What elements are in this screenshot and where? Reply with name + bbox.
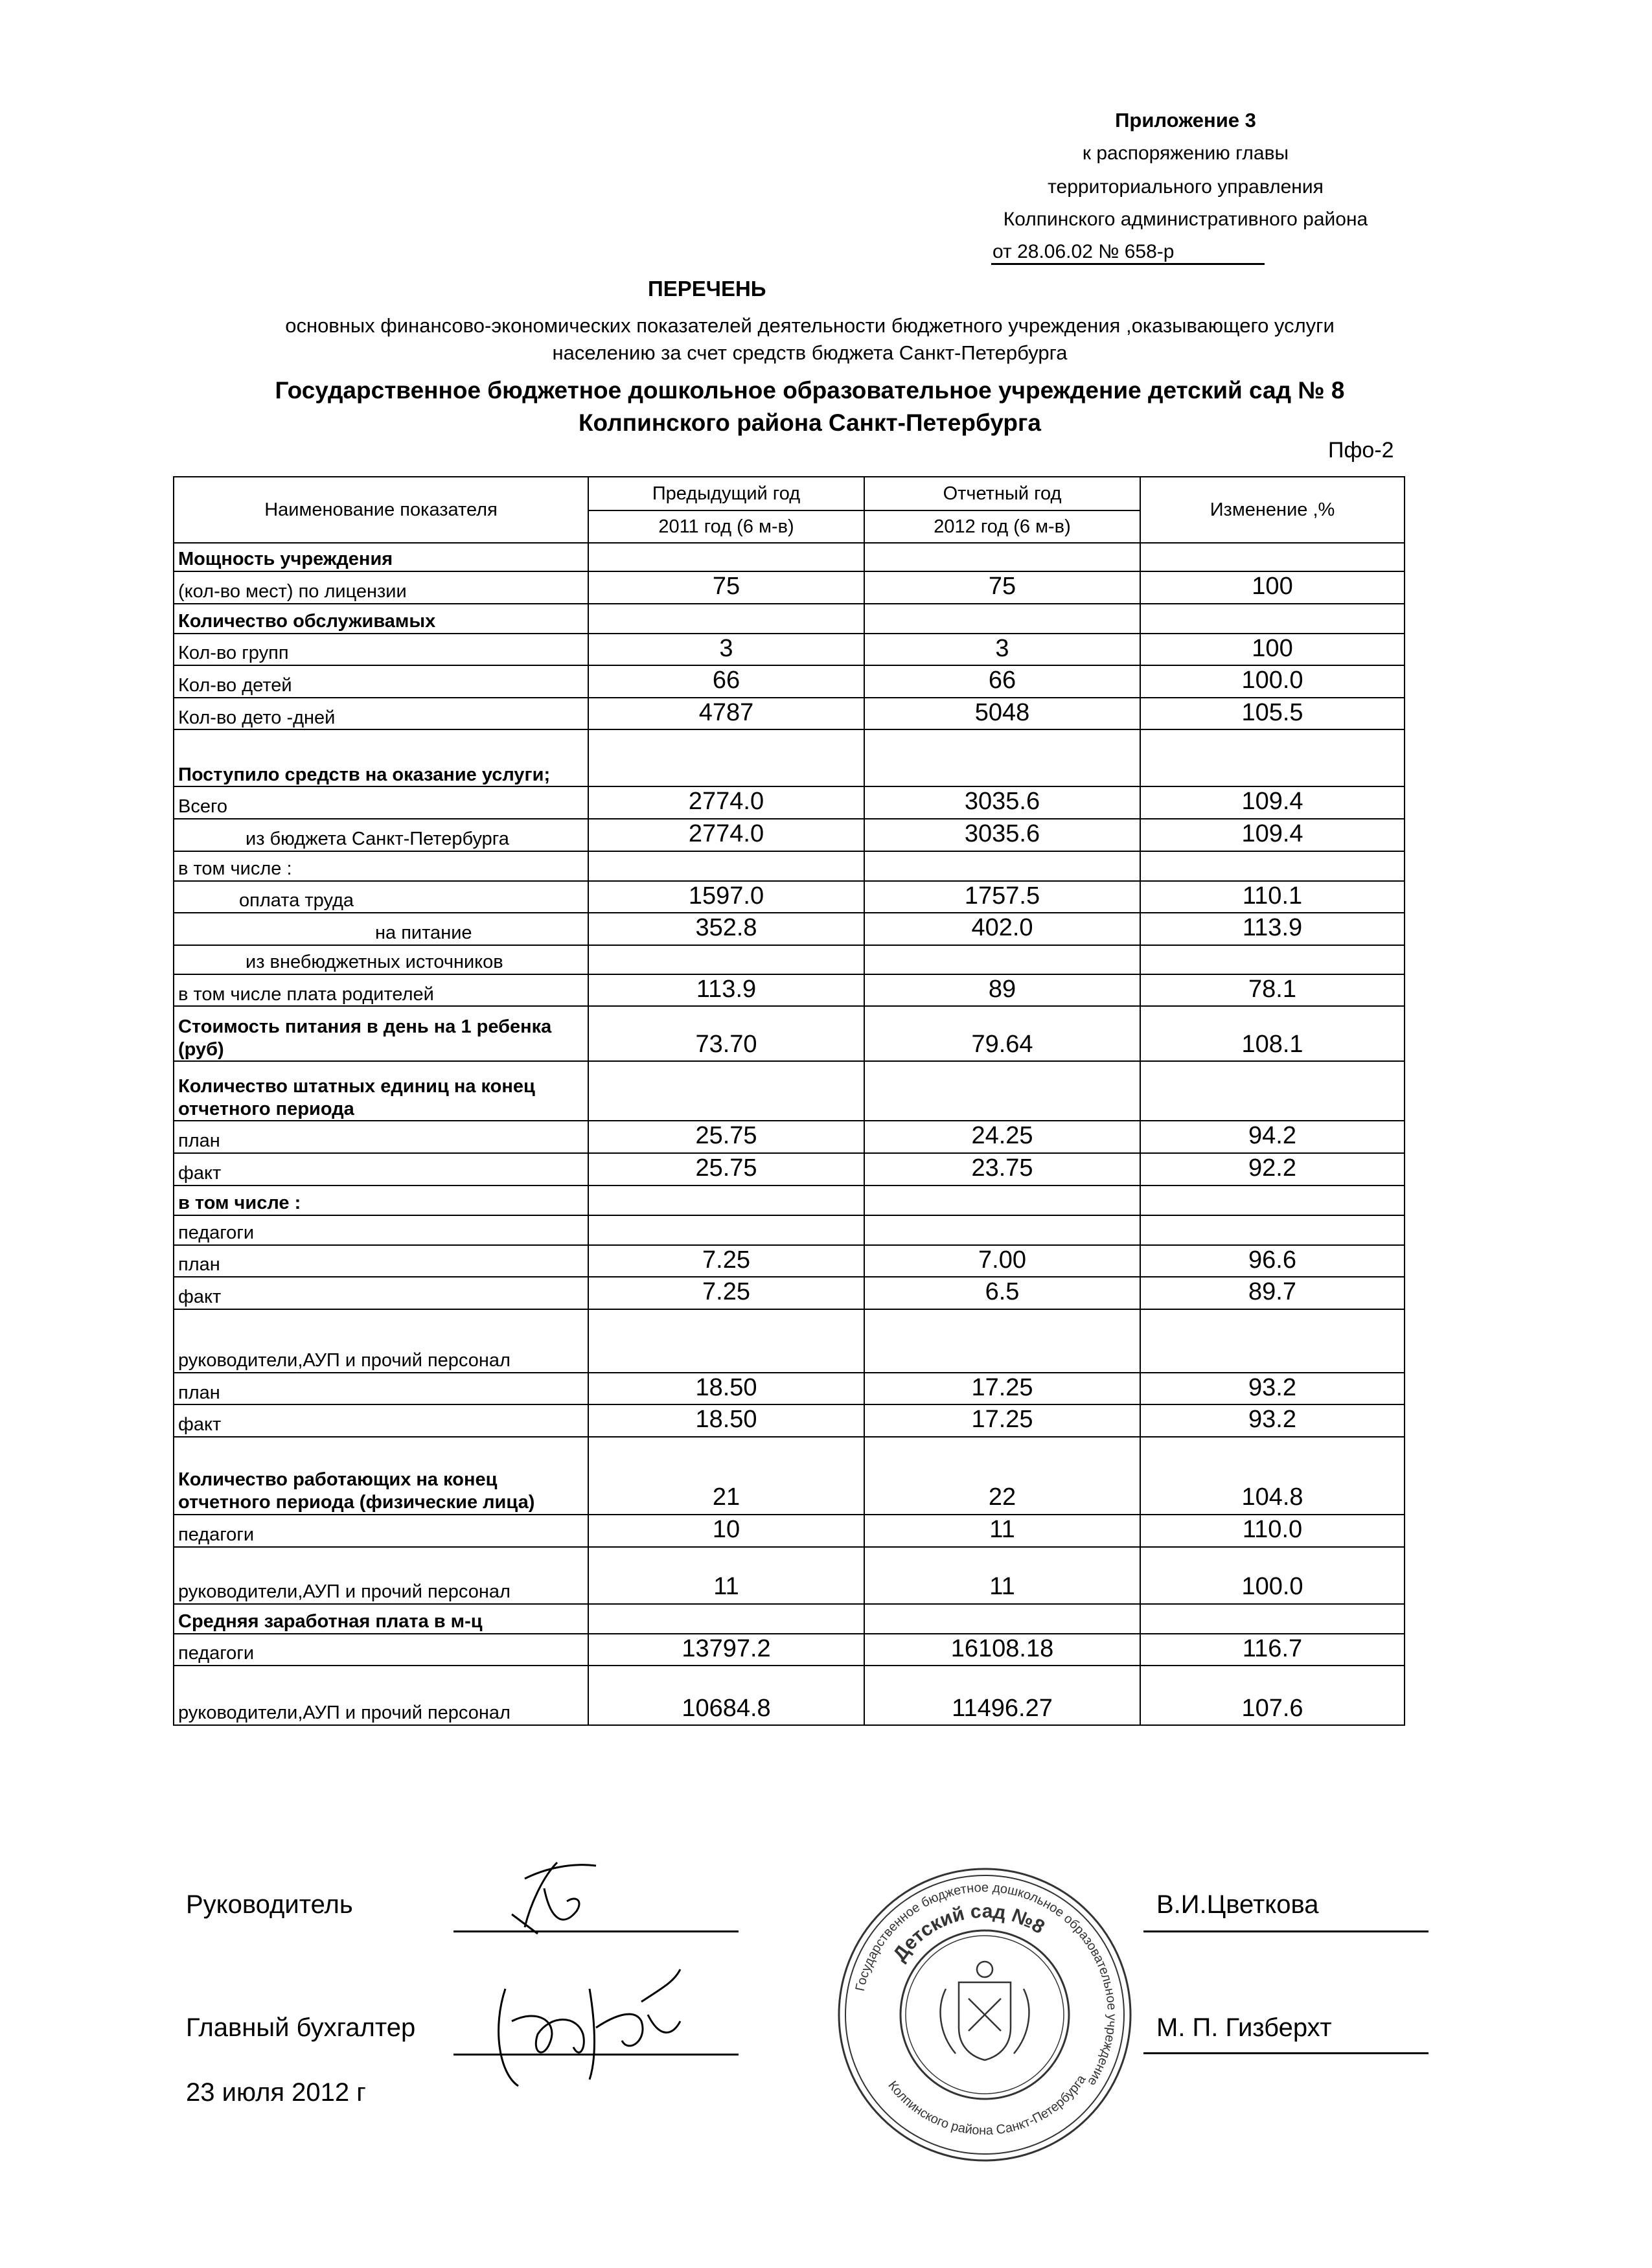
svg-text:Колпинского района Санкт-Петер [885,2072,1089,2138]
table-row [174,1309,1405,1373]
annex-title: Приложение 3 [1115,109,1256,132]
row-label: Стоимость питания в день на 1 ребенка (руб) [174,1006,588,1061]
head-signature [486,1850,615,1947]
row-value-prev: 13797.2 [588,1634,864,1666]
row-label: Кол-во детей [174,665,588,698]
row-value-change: 93.2 [1140,1404,1405,1437]
row-value-change [1140,1186,1405,1215]
row-label: Кол-во групп [174,634,588,666]
row-value-change: 116.7 [1140,1634,1405,1666]
row-label: факт [174,1153,588,1186]
row-value-change: 78.1 [1140,974,1405,1007]
row-value-change: 100 [1140,634,1405,666]
table-row [174,945,1405,974]
accountant-name: М. П. Гизберхт [1156,2013,1332,2042]
table-row [174,913,1405,945]
row-value-curr: 16108.18 [864,1634,1140,1666]
row-label: план [174,1245,588,1277]
header-reporting-period: 2012 год (6 м-в) [864,510,1140,543]
row-label: на питание [174,913,588,945]
row-value-change [1140,1215,1405,1245]
row-value-change: 96.6 [1140,1245,1405,1277]
row-label: план [174,1373,588,1405]
row-value-change [1140,1604,1405,1634]
row-value-prev: 73.70 [588,1006,864,1061]
row-label: из бюджета Санкт-Петербурга [174,819,588,851]
row-value-curr: 89 [864,974,1140,1007]
row-value-curr: 11 [864,1515,1140,1547]
row-value-prev: 75 [588,571,864,604]
table-row [174,786,1405,819]
row-label: педагоги [174,1215,588,1245]
row-value-curr: 17.25 [864,1404,1140,1437]
row-value-prev: 25.75 [588,1121,864,1153]
row-value-prev: 352.8 [588,913,864,945]
row-label: (кол-во мест) по лицензии [174,571,588,604]
row-value-curr [864,604,1140,634]
row-value-curr: 3035.6 [864,819,1140,851]
row-value-prev: 7.25 [588,1245,864,1277]
row-value-curr: 6.5 [864,1277,1140,1309]
table-row [174,1245,1405,1277]
row-value-prev: 2774.0 [588,819,864,851]
row-label: план [174,1121,588,1153]
annex-date-number: от 28.06.02 № 658-р [991,241,1265,265]
row-value-prev: 7.25 [588,1277,864,1309]
row-value-change [1140,945,1405,974]
stamp-ring-text: Государственное бюджетное дошкольное образовательное учреждение [853,1880,1119,2089]
row-value-change: 94.2 [1140,1121,1405,1153]
row-value-curr: 11 [864,1547,1140,1604]
row-value-curr [864,1215,1140,1245]
row-value-prev: 66 [588,665,864,698]
row-value-prev [588,1215,864,1245]
annex-line-1: к распоряжению главы [1082,143,1289,164]
row-value-curr [864,1604,1140,1634]
row-value-prev [588,945,864,974]
row-value-change: 100.0 [1140,1547,1405,1604]
row-value-curr [864,851,1140,881]
document-subtitle-1: основных финансово-экономических показателей деятельности бюджетного учреждения ,оказывающего услуги [285,314,1335,337]
table-row [174,698,1405,730]
table-row [174,819,1405,851]
row-label: Мощность учреждения [174,543,588,571]
row-value-curr: 66 [864,665,1140,698]
form-code: Пфо-2 [1328,438,1394,463]
stamp-bottom-text: Колпинского района Санкт-Петербурга [885,2072,1089,2138]
row-value-curr: 3035.6 [864,786,1140,819]
head-name-line [1143,1930,1428,1932]
table-row [174,881,1405,913]
row-value-curr [864,543,1140,571]
row-value-prev: 10 [588,1515,864,1547]
row-value-prev [588,1186,864,1215]
row-value-prev [588,543,864,571]
row-label: педагоги [174,1634,588,1666]
row-label: в том числе : [174,851,588,881]
row-value-prev [588,1604,864,1634]
row-value-curr: 24.25 [864,1121,1140,1153]
table-row [174,1061,1405,1121]
row-value-change [1140,851,1405,881]
accountant-name-line [1143,2052,1428,2054]
table-row [174,1006,1405,1061]
row-label: руководители,АУП и прочий персонал [174,1666,588,1725]
accountant-label: Главный бухгалтер [186,2013,416,2042]
row-value-prev [588,1309,864,1373]
row-value-change: 104.8 [1140,1437,1405,1515]
row-value-change: 89.7 [1140,1277,1405,1309]
row-value-change: 107.6 [1140,1666,1405,1725]
row-value-prev: 10684.8 [588,1666,864,1725]
row-label: Всего [174,786,588,819]
row-value-curr: 7.00 [864,1245,1140,1277]
row-value-change: 100.0 [1140,665,1405,698]
row-label: Кол-во дето -дней [174,698,588,730]
row-value-prev: 1597.0 [588,881,864,913]
row-value-curr: 3 [864,634,1140,666]
row-value-change: 100 [1140,571,1405,604]
row-value-prev: 21 [588,1437,864,1515]
row-label: педагоги [174,1515,588,1547]
row-value-curr [864,1186,1140,1215]
coat-of-arms-icon [941,1962,1029,2060]
row-label: факт [174,1404,588,1437]
header-change-percent: Изменение ,% [1140,477,1405,543]
table-row [174,604,1405,634]
row-value-curr: 79.64 [864,1006,1140,1061]
table-row [174,1547,1405,1604]
row-value-curr [864,1309,1140,1373]
row-value-curr [864,1061,1140,1121]
header-indicator-name: Наименование показателя [174,477,588,543]
header-previous-period: 2011 год (6 м-в) [588,510,864,543]
row-value-change [1140,1061,1405,1121]
table-row [174,1153,1405,1186]
organization-name-2: Колпинского района Санкт-Петербурга [578,409,1042,436]
row-value-change: 113.9 [1140,913,1405,945]
table-row [174,1215,1405,1245]
table-row [174,1666,1405,1725]
row-value-change: 109.4 [1140,819,1405,851]
header-previous-year: Предыдущий год [588,477,864,510]
head-name: В.И.Цветкова [1156,1890,1319,1919]
table-row [174,729,1405,786]
row-value-curr: 11496.27 [864,1666,1140,1725]
row-label: из внебюджетных источников [174,945,588,974]
row-value-change: 110.1 [1140,881,1405,913]
row-value-change [1140,604,1405,634]
head-label: Руководитель [186,1890,353,1919]
annex-line-2: территориального управления [1048,176,1324,198]
table-row [174,1186,1405,1215]
row-value-change: 110.0 [1140,1515,1405,1547]
row-value-prev: 4787 [588,698,864,730]
row-label: руководители,АУП и прочий персонал [174,1309,588,1373]
header-reporting-year: Отчетный год [864,477,1140,510]
row-value-prev: 18.50 [588,1404,864,1437]
row-value-prev: 11 [588,1547,864,1604]
row-value-change: 109.4 [1140,786,1405,819]
indicators-table [173,476,1405,1726]
table-row [174,634,1405,666]
table-row [174,571,1405,604]
row-value-curr: 22 [864,1437,1140,1515]
document-title: ПЕРЕЧЕНЬ [648,277,766,301]
row-label: Средняя заработная плата в м-ц [174,1604,588,1634]
row-value-curr: 1757.5 [864,881,1140,913]
row-value-change [1140,543,1405,571]
row-label: Количество обслуживамых [174,604,588,634]
row-value-prev [588,1061,864,1121]
row-label: Поступило средств на оказание услуги; [174,729,588,786]
table-row [174,543,1405,571]
row-label: в том числе плата родителей [174,974,588,1007]
row-label: оплата труда [174,881,588,913]
accountant-signature [466,1950,700,2099]
row-value-prev [588,729,864,786]
row-label: в том числе : [174,1186,588,1215]
annex-line-3: Колпинского административного района [1003,209,1368,230]
table-row [174,1437,1405,1515]
table-row [174,665,1405,698]
table-row [174,851,1405,881]
table-row [174,1604,1405,1634]
row-value-curr: 17.25 [864,1373,1140,1405]
row-value-prev [588,604,864,634]
table-row [174,1634,1405,1666]
table-row [174,1404,1405,1437]
row-value-curr: 5048 [864,698,1140,730]
organization-stamp [829,1859,1140,2170]
row-value-prev: 3 [588,634,864,666]
row-value-change: 108.1 [1140,1006,1405,1061]
table-row [174,1121,1405,1153]
row-value-prev: 113.9 [588,974,864,1007]
row-label: руководители,АУП и прочий персонал [174,1547,588,1604]
row-label: Количество штатных единиц на конец отчетного периода [174,1061,588,1121]
row-value-curr: 402.0 [864,913,1140,945]
document-date: 23 июля 2012 г [186,2078,366,2107]
row-value-prev: 18.50 [588,1373,864,1405]
row-value-curr [864,945,1140,974]
table-row [174,1373,1405,1405]
row-value-change: 92.2 [1140,1153,1405,1186]
row-value-change [1140,729,1405,786]
row-value-curr [864,729,1140,786]
row-value-change: 105.5 [1140,698,1405,730]
stamp-center-text: Детский сад №8 [889,1900,1049,1965]
document-subtitle-2: населению за счет средств бюджета Санкт-Петербурга [552,341,1068,364]
row-value-prev [588,851,864,881]
row-value-change [1140,1309,1405,1373]
row-value-curr: 23.75 [864,1153,1140,1186]
row-value-change: 93.2 [1140,1373,1405,1405]
row-value-prev: 2774.0 [588,786,864,819]
row-label: факт [174,1277,588,1309]
row-value-curr: 75 [864,571,1140,604]
table-row [174,1515,1405,1547]
row-value-prev: 25.75 [588,1153,864,1186]
table-row [174,1277,1405,1309]
row-label: Количество работающих на конец отчетного периода (физические лица) [174,1437,588,1515]
table-row [174,974,1405,1007]
organization-name-1: Государственное бюджетное дошкольное образовательное учреждение детский сад № 8 [275,377,1345,404]
